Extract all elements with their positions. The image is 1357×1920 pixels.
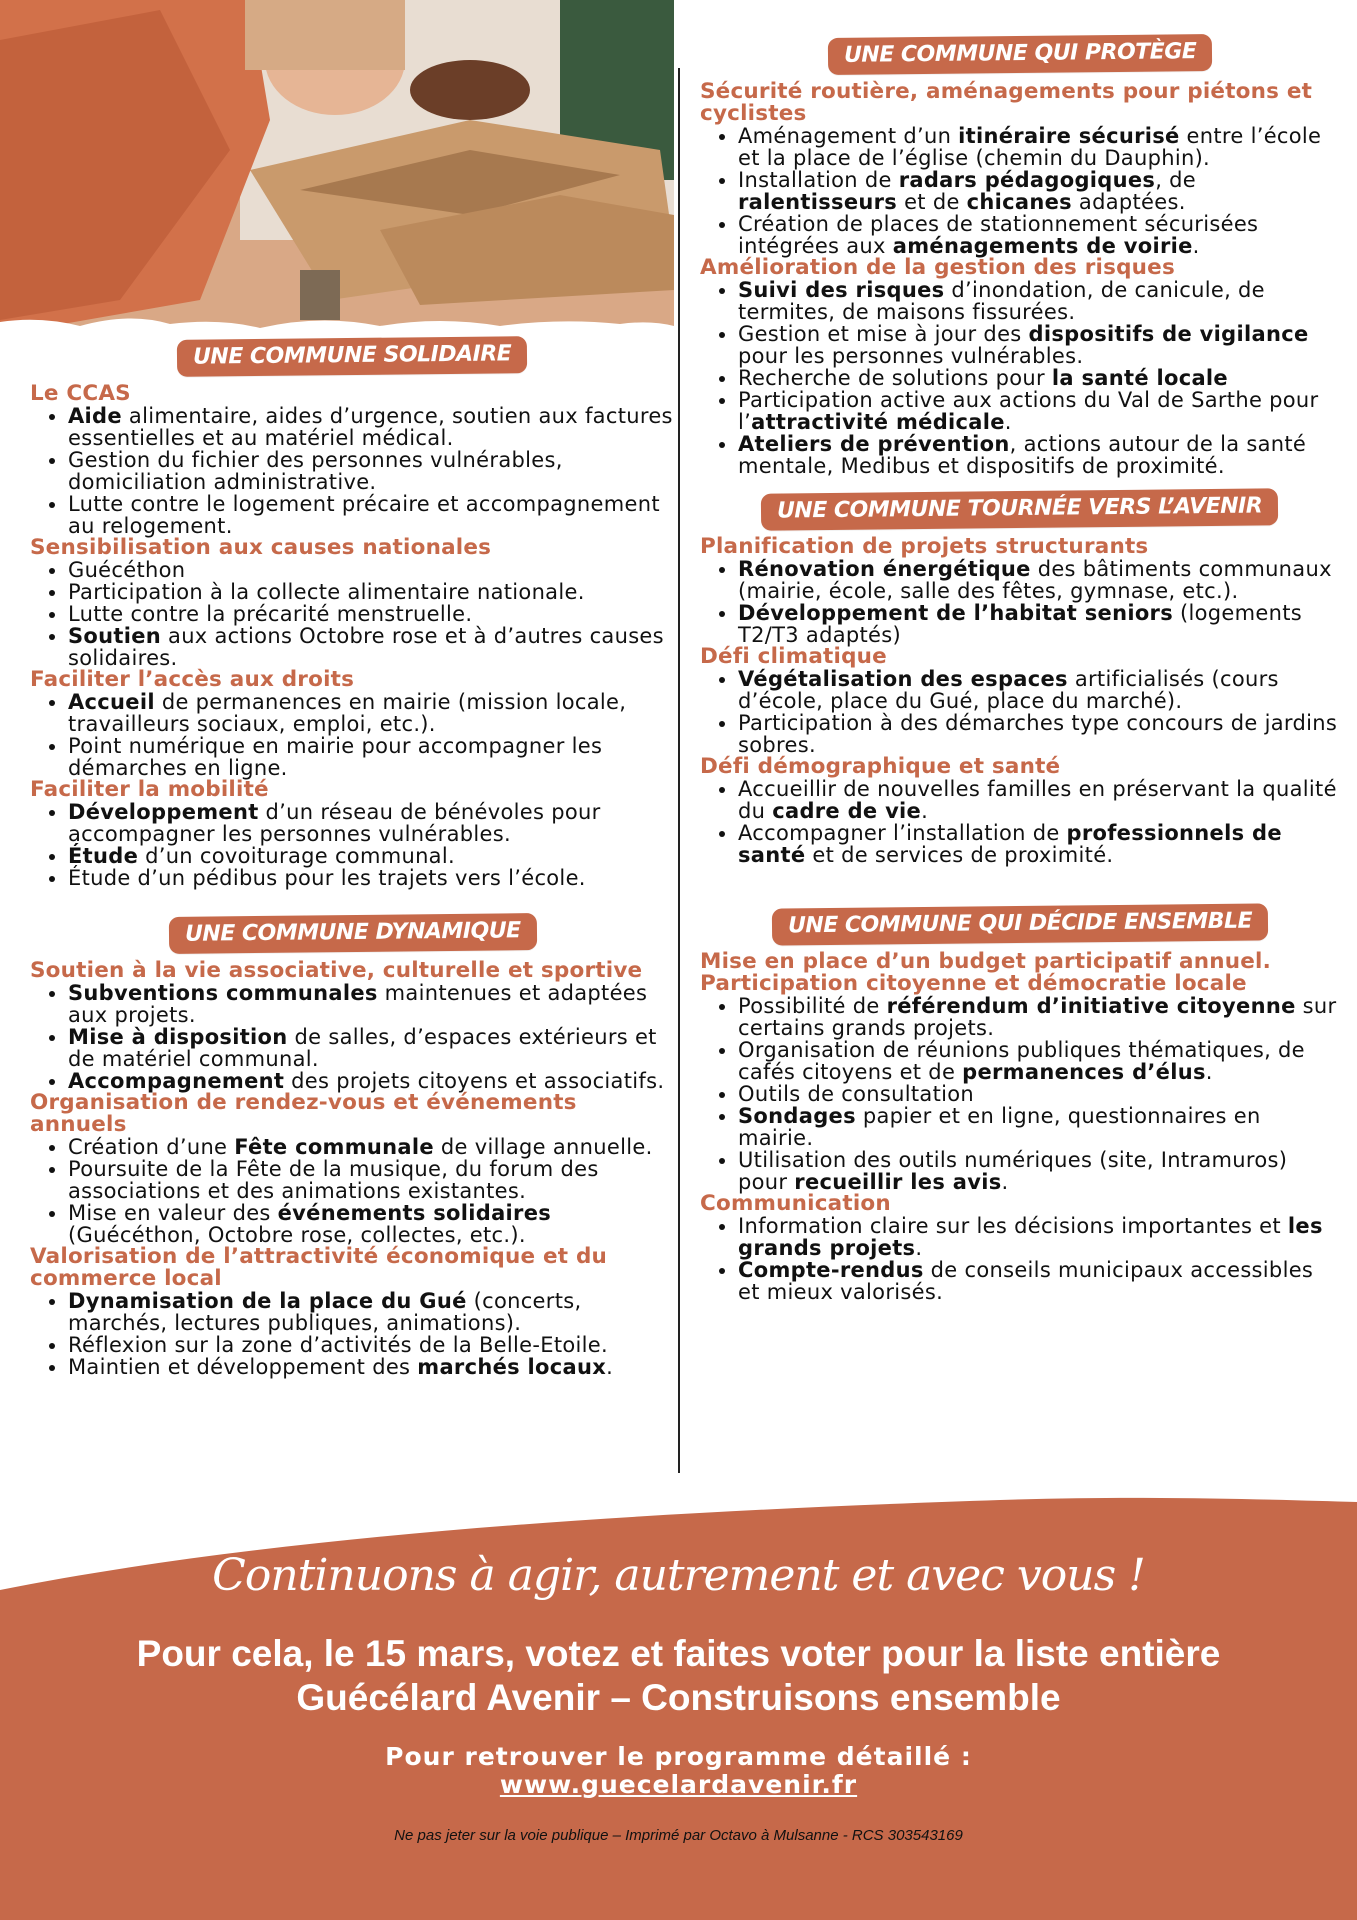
- bullet-list: [700, 1215, 1340, 1303]
- list-item: [68, 493, 675, 537]
- spacer: [30, 889, 675, 915]
- list-item: [68, 1290, 675, 1334]
- list-item: [68, 625, 675, 669]
- emphasis-text: itinéraire sécurisé: [958, 124, 1180, 148]
- list-item: [738, 367, 1340, 389]
- left-column: [30, 338, 675, 1378]
- item-text: Aménagement d’un: [738, 124, 959, 148]
- bullet-list: [30, 559, 675, 669]
- emphasis-text: Accompagnement: [68, 1069, 285, 1093]
- emphasis-text: Ateliers de prévention: [738, 432, 1010, 456]
- list-item: [68, 1136, 675, 1158]
- section-banner-dynamique: UNE COMMUNE DYNAMIQUE: [168, 913, 536, 954]
- list-item: [738, 323, 1340, 367]
- solidaire-groups: [30, 383, 675, 889]
- list-item: [68, 1070, 675, 1092]
- item-text: de conseils municipaux accessibles et mieux valorisés.: [738, 1258, 1314, 1304]
- group-title: Amélioration de la gestion des risques: [700, 255, 1175, 280]
- item-text: d’inondation, de canicule, de termites, de maisons fissurées.: [738, 278, 1265, 324]
- emphasis-text: Compte-rendus: [738, 1258, 924, 1282]
- spacer: [700, 866, 1340, 906]
- emphasis-text: Mise à disposition: [68, 1025, 288, 1049]
- item-text: Possibilité de: [738, 994, 887, 1018]
- list-item: [68, 735, 675, 779]
- emphasis-text: dispositifs de vigilance: [1028, 322, 1309, 346]
- emphasis-text: Rénovation énergétique: [738, 557, 1031, 581]
- protege-banner-wrap: [700, 36, 1340, 73]
- bullet-list: [30, 1136, 675, 1246]
- legal-notice: Ne pas jeter sur la voie publique – Imprimé par Octavo à Mulsanne - RCS 303543169: [394, 1827, 963, 1844]
- item-text: Mise en valeur des: [68, 1201, 278, 1225]
- group-title: Valorisation de l’attractivité économique et du commerce local: [30, 1244, 608, 1291]
- item-text: (Guécéthon, Octobre rose, collectes, etc.).: [68, 1223, 526, 1247]
- item-text: .: [1192, 234, 1200, 258]
- emphasis-text: Développement: [68, 800, 259, 824]
- emphasis-text: référendum d’initiative citoyenne: [886, 994, 1296, 1018]
- emphasis-text: Suivi des risques: [738, 278, 945, 302]
- item-text: maintenues et adaptées aux projets.: [68, 981, 648, 1027]
- program-url-link[interactable]: www.guecelardavenir.fr: [499, 1770, 858, 1799]
- list-item: [68, 405, 675, 449]
- item-text: sur certains grands projets.: [738, 994, 1337, 1040]
- item-text: Recherche de solutions pour: [738, 366, 1052, 390]
- group-title: Sensibilisation aux causes nationales: [30, 535, 492, 560]
- item-text: .: [1001, 1170, 1009, 1194]
- item-text: et de: [897, 190, 967, 214]
- solidaire-banner-wrap: [30, 338, 675, 375]
- list-item: [738, 1259, 1340, 1303]
- item-text: des bâtiments communaux (mairie, école, salle des fêtes, gymnase, etc.).: [738, 557, 1332, 603]
- list-item: [68, 801, 675, 845]
- bullet-list: [700, 125, 1340, 257]
- vote-line-2: Guécélard Avenir – Construisons ensemble: [296, 1677, 1061, 1718]
- emphasis-text: événements solidaires: [277, 1201, 552, 1225]
- list-item: [68, 559, 675, 581]
- list-item: [68, 867, 675, 889]
- emphasis-text: Développement de l’habitat seniors: [738, 601, 1174, 625]
- item-text: alimentaire, aides d’urgence, soutien aux factures essentielles et au matériel médical.: [68, 404, 673, 450]
- list-item: [68, 581, 675, 603]
- item-text: Point numérique en mairie pour accompagner les démarches en ligne.: [68, 734, 603, 780]
- list-item: [68, 982, 675, 1026]
- emphasis-text: Fête communale: [234, 1135, 434, 1159]
- list-item: [68, 1158, 675, 1202]
- emphasis-text: aménagements de voirie: [892, 234, 1193, 258]
- item-text: Réflexion sur la zone d’activités de la Belle-Etoile.: [68, 1333, 608, 1357]
- bullet-list: [700, 778, 1340, 866]
- emphasis-text: Accueil: [68, 690, 155, 714]
- header-photo: [0, 0, 674, 335]
- item-text: Utilisation des outils numériques (site, Intramuros) pour: [738, 1148, 1288, 1194]
- bullet-list: [30, 691, 675, 779]
- section-banner-protege: UNE COMMUNE QUI PROTÈGE: [828, 34, 1213, 75]
- item-text: Participation à la collecte alimentaire nationale.: [68, 580, 585, 604]
- item-text: .: [1004, 410, 1012, 434]
- list-item: [738, 822, 1340, 866]
- item-text: d’un covoiturage communal.: [138, 844, 455, 868]
- item-text: Gestion du fichier des personnes vulnérables, domiciliation administrative.: [68, 448, 563, 494]
- bullet-list: [30, 982, 675, 1092]
- item-text: Information claire sur les décisions importantes et: [738, 1214, 1288, 1238]
- list-item: [68, 449, 675, 493]
- group-title: Faciliter l’accès aux droits: [30, 667, 355, 692]
- emphasis-text: Subventions communales: [68, 981, 378, 1005]
- list-item: [738, 213, 1340, 257]
- list-item: [68, 1202, 675, 1246]
- item-text: Participation à des démarches type concours de jardins sobres.: [738, 711, 1338, 757]
- group-title: Planification de projets structurants: [700, 534, 1149, 559]
- bullet-list: [30, 405, 675, 537]
- item-text: Participation active aux actions du Val de Sarthe pour l’: [738, 388, 1319, 434]
- item-text: de permanences en mairie (mission locale, travailleurs sociaux, emploi, etc.).: [68, 690, 627, 736]
- list-item: [738, 668, 1340, 712]
- emphasis-text: les grands projets: [738, 1214, 1323, 1260]
- ensemble-banner-wrap: [700, 906, 1340, 943]
- group-title: Mise en place d’un budget participatif annuel. Participation citoyenne et démocratie locale: [700, 949, 1271, 996]
- protege-groups: [700, 81, 1340, 477]
- item-text: , de: [1155, 168, 1197, 192]
- list-item: [738, 125, 1340, 169]
- list-item: [738, 995, 1340, 1039]
- section-banner-ensemble: UNE COMMUNE QUI DÉCIDE ENSEMBLE: [772, 903, 1268, 945]
- list-item: [738, 1215, 1340, 1259]
- emphasis-text: cadre de vie: [772, 799, 922, 823]
- item-text: papier et en ligne, questionnaires en mairie.: [738, 1104, 1261, 1150]
- item-text: d’un réseau de bénévoles pour accompagner les personnes vulnérables.: [68, 800, 601, 846]
- emphasis-text: Étude: [68, 844, 139, 868]
- emphasis-text: la santé locale: [1051, 366, 1228, 390]
- vote-line-1: Pour cela, le 15 mars, votez et faites voter pour la liste entière: [136, 1633, 1221, 1674]
- emphasis-text: Soutien: [68, 624, 162, 648]
- item-text: Création de places de stationnement sécurisées intégrées aux: [738, 212, 1259, 258]
- item-text: et de services de proximité.: [805, 843, 1114, 867]
- dynamique-groups: [30, 960, 675, 1378]
- bullet-list: [700, 995, 1340, 1193]
- item-text: artificialisés (cours d’école, place du Gué, place du marché).: [738, 667, 1279, 713]
- section-banner-solidaire: UNE COMMUNE SOLIDAIRE: [177, 336, 528, 377]
- group-title: Le CCAS: [30, 381, 131, 406]
- item-text: Installation de: [738, 168, 899, 192]
- bullet-list: [30, 801, 675, 889]
- right-column: [700, 36, 1340, 1303]
- item-text: .: [915, 1236, 923, 1260]
- item-text: des projets citoyens et associatifs.: [284, 1069, 665, 1093]
- item-text: Poursuite de la Fête de la musique, du forum des associations et des animations existantes.: [68, 1157, 599, 1203]
- bullet-list: [30, 1290, 675, 1378]
- item-text: .: [1205, 1060, 1213, 1084]
- list-item: [68, 1334, 675, 1356]
- item-text: (logements T2/T3 adaptés): [738, 601, 1302, 647]
- list-item: [738, 433, 1340, 477]
- item-text: (concerts, marchés, lectures publiques, animations).: [68, 1289, 582, 1335]
- emphasis-text: permanences d’élus: [962, 1060, 1206, 1084]
- emphasis-text: radars pédagogiques: [898, 168, 1156, 192]
- emphasis-text: attractivité médicale: [751, 410, 1005, 434]
- group-title: Communication: [700, 1191, 891, 1216]
- bullet-list: [700, 279, 1340, 477]
- item-text: entre l’école et la place de l’église (chemin du Dauphin).: [738, 124, 1322, 170]
- dynamique-banner-wrap: [30, 915, 675, 952]
- emphasis-text: recueillir les avis: [794, 1170, 1002, 1194]
- emphasis-text: marchés locaux: [417, 1355, 607, 1379]
- item-text: .: [606, 1355, 614, 1379]
- list-item: [738, 1039, 1340, 1083]
- group-title: Défi climatique: [700, 644, 887, 669]
- item-text: Gestion et mise à jour des: [738, 322, 1029, 346]
- group-title: Organisation de rendez-vous et événements annuels: [30, 1090, 577, 1137]
- item-text: Accompagner l’installation de: [738, 821, 1067, 845]
- list-item: [68, 1356, 675, 1378]
- list-item: [68, 1026, 675, 1070]
- list-item: [68, 691, 675, 735]
- item-text: pour les personnes vulnérables.: [738, 344, 1084, 368]
- item-text: aux actions Octobre rose et à d’autres causes solidaires.: [68, 624, 664, 670]
- list-item: [738, 778, 1340, 822]
- ensemble-groups: [700, 951, 1340, 1303]
- column-divider: [678, 68, 680, 1473]
- emphasis-text: Végétalisation des espaces: [738, 667, 1068, 691]
- list-item: [738, 1083, 1340, 1105]
- list-item: [738, 602, 1340, 646]
- list-item: [738, 169, 1340, 213]
- list-item: [68, 603, 675, 625]
- emphasis-text: Sondages: [738, 1104, 856, 1128]
- emphasis-text: chicanes: [966, 190, 1072, 214]
- emphasis-text: professionnels de santé: [738, 821, 1282, 867]
- list-item: [738, 712, 1340, 756]
- group-title: Soutien à la vie associative, culturelle et sportive: [30, 958, 643, 983]
- item-text: Guécéthon: [68, 558, 186, 582]
- footer: [0, 1490, 1357, 1920]
- bullet-list: [700, 668, 1340, 756]
- emphasis-text: Aide: [68, 404, 122, 428]
- list-item: [738, 279, 1340, 323]
- avenir-groups: [700, 536, 1340, 866]
- donation-boxes-illustration: [0, 0, 674, 335]
- item-text: de village annuelle.: [433, 1135, 653, 1159]
- item-text: Accueillir de nouvelles familles en préservant la qualité du: [738, 777, 1337, 823]
- item-text: Création d’une: [68, 1135, 235, 1159]
- emphasis-text: ralentisseurs: [738, 190, 898, 214]
- list-item: [738, 389, 1340, 433]
- item-text: .: [921, 799, 929, 823]
- list-item: [738, 1105, 1340, 1149]
- avenir-banner-wrap: [700, 491, 1340, 528]
- group-title: Défi démographique et santé: [700, 754, 1061, 779]
- list-item: [738, 1149, 1340, 1193]
- item-text: Étude d’un pédibus pour les trajets vers l’école.: [68, 866, 586, 890]
- item-text: Maintien et développement des: [68, 1355, 418, 1379]
- group-title: Faciliter la mobilité: [30, 777, 269, 802]
- item-text: Outils de consultation: [738, 1082, 975, 1106]
- item-text: Lutte contre la précarité menstruelle.: [68, 602, 473, 626]
- item-text: adaptées.: [1071, 190, 1186, 214]
- program-label: Pour retrouver le programme détaillé :: [385, 1742, 972, 1771]
- item-text: de salles, d’espaces extérieurs et de matériel communal.: [68, 1025, 657, 1071]
- list-item: [68, 845, 675, 867]
- emphasis-text: Dynamisation de la place du Gué: [68, 1289, 467, 1313]
- bullet-list: [700, 558, 1340, 646]
- item-text: Lutte contre le logement précaire et accompagnement au relogement.: [68, 492, 660, 538]
- list-item: [738, 558, 1340, 602]
- footer-slogan: Continuons à agir, autrement et avec vous !: [212, 1550, 1145, 1601]
- item-text: , actions autour de la santé mentale, Medibus et dispositifs de proximité.: [738, 432, 1307, 478]
- group-title: Sécurité routière, aménagements pour piétons et cyclistes: [700, 79, 1313, 126]
- section-banner-avenir: UNE COMMUNE TOURNÉE VERS L’AVENIR: [761, 488, 1279, 530]
- item-text: Organisation de réunions publiques thématiques, de cafés citoyens et de: [738, 1038, 1305, 1084]
